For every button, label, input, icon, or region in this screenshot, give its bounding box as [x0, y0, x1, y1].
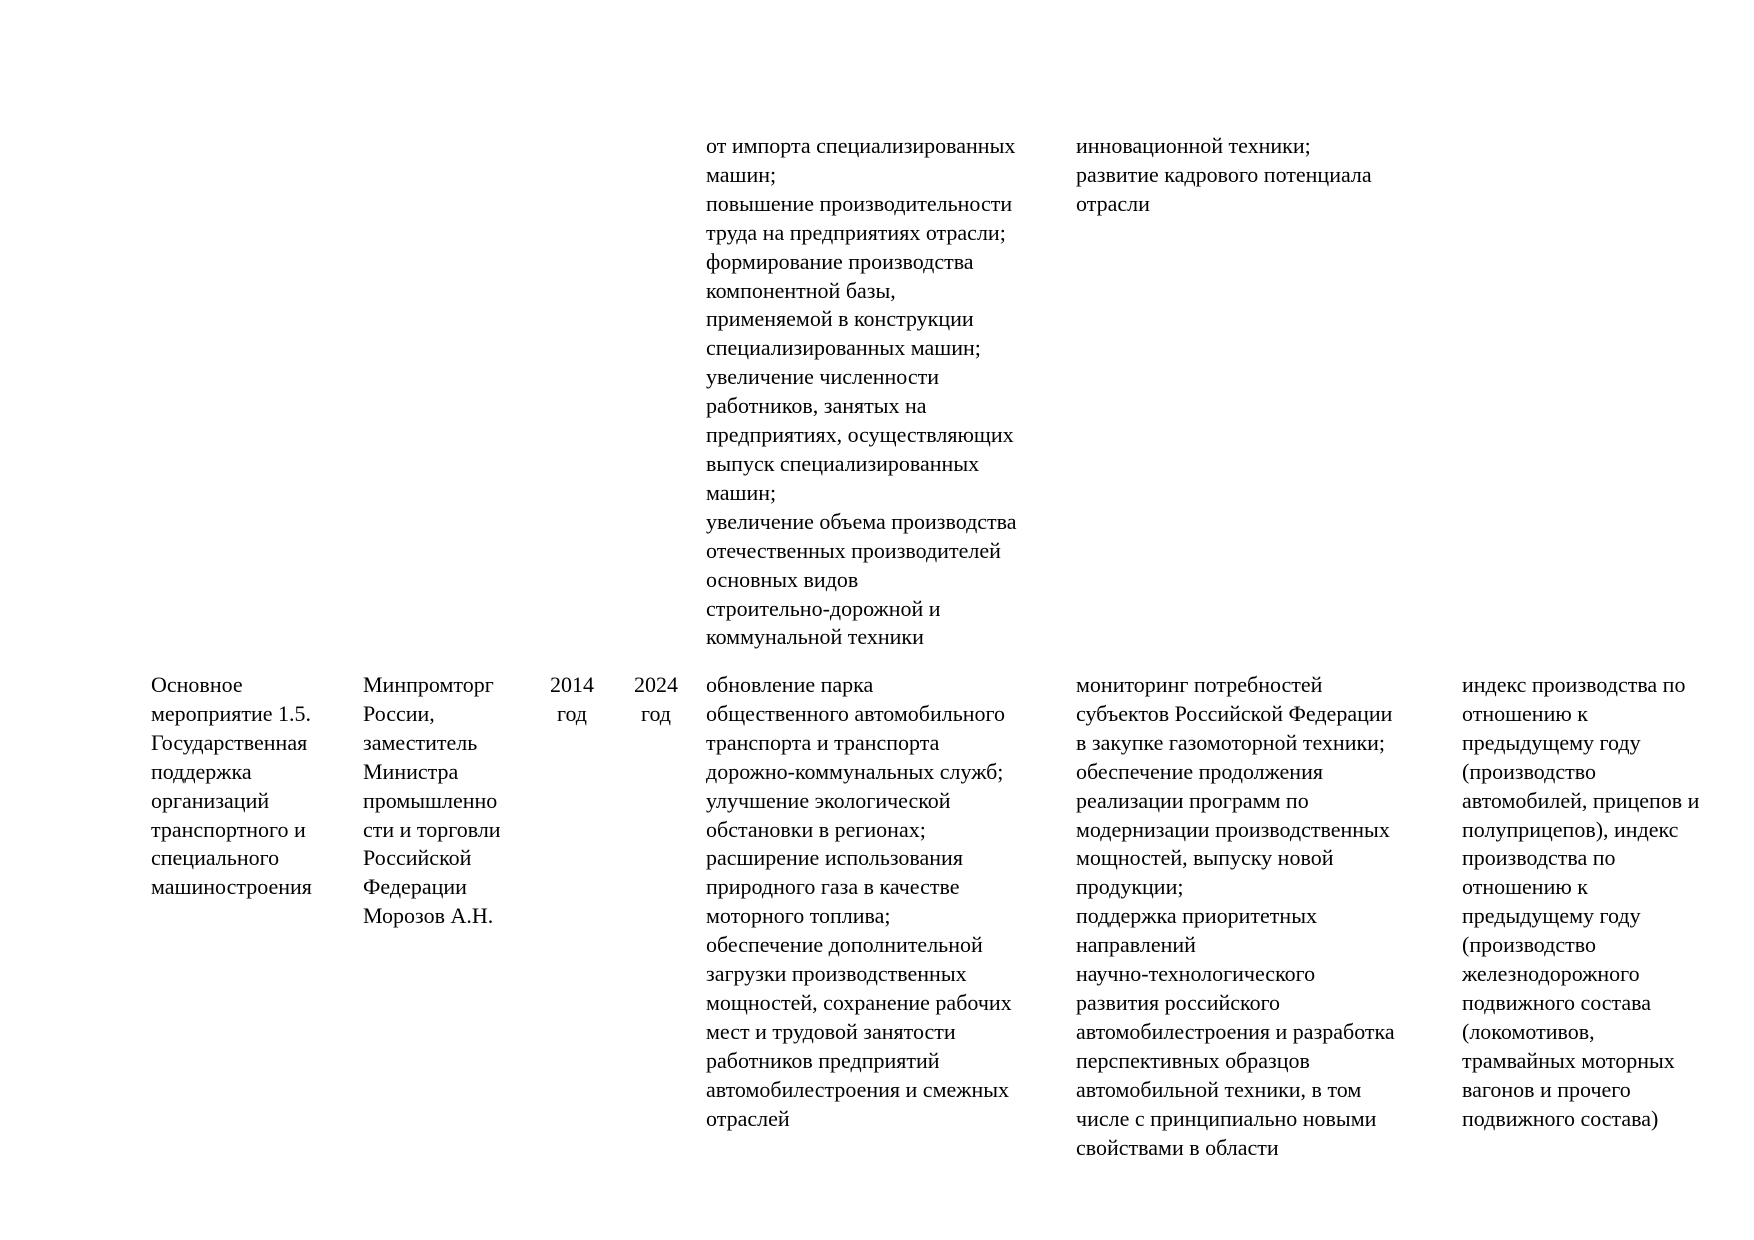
cell-directions-continued: инновационной техники; развитие кадрового потенциала отрасли	[1076, 133, 1372, 216]
cell-responsible: Минпромторг России, заместитель Министра промышленно сти и торговли Российской Федерации Морозов А.Н.	[363, 672, 501, 929]
cell-start-year: 2014 год	[550, 672, 594, 726]
cell-directions: мониторинг потребностей субъектов Российской Федерации в закупке газомоторной техники; обеспечение продолжения реализации программ по модернизации производственных мощностей, выпуску новой продукции; поддержка приоритетных направлений научно-технологического развития российского автомобилестроения и разработка перспективных образцов автомобильной техники, в том числе с принципиально новыми свойствами в области	[1076, 672, 1395, 1160]
cell-measure-name: Основное мероприятие 1.5. Государственная поддержка организаций транспортного и специального машиностроения	[151, 672, 312, 900]
cell-indicators: индекс производства по отношению к предыдущему году (производство автомобилей, прицепов и полуприцепов), индекс производства по отношению к предыдущему году (производство железнодорожного подвижного состава (локомотивов, трамвайных моторных вагонов и прочего подвижного состава)	[1462, 672, 1700, 1131]
cell-expected-results: обновление парка общественного автомобильного транспорта и транспорта дорожно-коммунальных служб; улучшение экологической обстановки в регионах; расширение использования природного газа в качестве моторного топлива; обеспечение дополнительной загрузки производственных мощностей, сохранение рабочих мест и трудовой занятости работников предприятий автомобилестроения и смежных отраслей	[706, 672, 1012, 1131]
cell-expected-results-continued: от импорта специализированных машин; повышение производительности труда на предприятиях отрасли; формирование производства компонентной базы, применяемой в конструкции специализированных машин; увеличение численности работников, занятых на предприятиях, осуществляющих выпуск специализированных машин; увеличение объема производства отечественных производителей основных видов строительно-дорожной и коммунальной техники	[706, 133, 1017, 650]
cell-end-year: 2024 год	[634, 672, 678, 726]
